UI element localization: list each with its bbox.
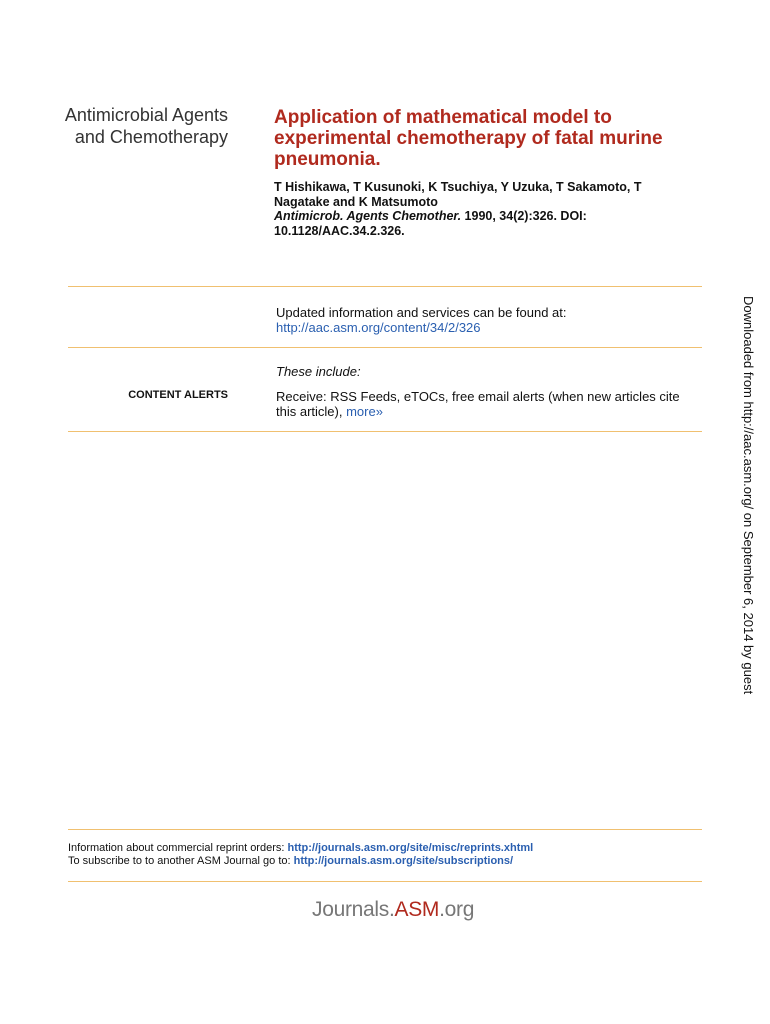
article-url-link[interactable]: http://aac.asm.org/content/34/2/326 <box>276 320 481 335</box>
more-link[interactable]: more» <box>346 404 383 419</box>
footer-links <box>68 842 708 868</box>
content-alerts-text <box>276 389 696 419</box>
updates-block <box>276 305 706 335</box>
journal-name-line1: Antimicrobial Agents <box>64 105 228 125</box>
brand-asm: ASM <box>394 898 440 921</box>
content-alerts-label: CONTENT ALERTS <box>128 389 228 401</box>
subscribe-text: To subscribe to to another ASM Journal go to: <box>68 855 294 867</box>
citation-details: 1990, 34(2):326. DOI: 10.1128/AAC.34.2.326. <box>274 209 587 238</box>
subscribe-line <box>68 855 708 868</box>
journal-abbrev: Antimicrob. Agents Chemother. <box>274 209 462 223</box>
reprints-link[interactable]: http://journals.asm.org/site/misc/reprints.xhtml <box>287 842 534 854</box>
article-title: Application of mathematical model to experimental chemotherapy of fatal murine pneumonia. <box>274 107 663 170</box>
divider-footer-top <box>68 829 702 830</box>
divider-middle <box>68 347 702 348</box>
article-authors-block <box>274 180 694 238</box>
divider-footer-bottom <box>68 881 702 882</box>
journal-name <box>40 104 228 148</box>
brand-prefix: Journals. <box>312 898 395 921</box>
divider-lower <box>68 431 702 432</box>
divider-top <box>68 286 702 287</box>
reprints-text: Information about commercial reprint orders: <box>68 842 288 854</box>
updates-text: Updated information and services can be found at: <box>276 305 567 320</box>
alerts-description: Receive: RSS Feeds, eTOCs, free email alerts (when new articles cite this article), <box>276 389 680 419</box>
download-note: Downloaded from http://aac.asm.org/ on September 6, 2014 by guest <box>741 296 756 695</box>
journal-name-line2: and Chemotherapy <box>74 127 228 147</box>
author-list: T Hishikawa, T Kusunoki, K Tsuchiya, Y Uzuka, T Sakamoto, T Nagatake and K Matsumoto <box>274 180 642 209</box>
subscriptions-link[interactable]: http://journals.asm.org/site/subscriptions/ <box>293 855 514 867</box>
reprints-line <box>68 842 708 855</box>
these-include-label: These include: <box>276 364 361 379</box>
brand-suffix: .org <box>439 898 475 921</box>
journals-asm-logo[interactable] <box>312 898 474 922</box>
